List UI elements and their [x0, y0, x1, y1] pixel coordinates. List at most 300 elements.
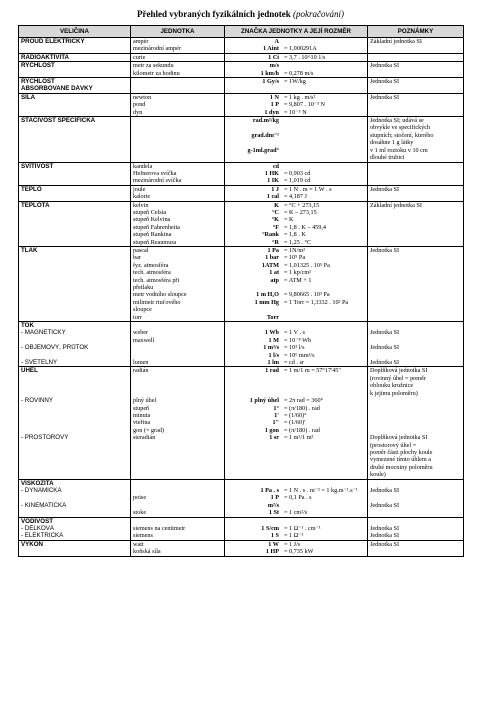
quantity-cell: SÍLA [19, 93, 131, 101]
note-cell: v 1 ml roztoku v 10 cm [368, 147, 464, 154]
unit-symbol: 1 cal [266, 193, 279, 201]
unit-cell: přetlaku [131, 284, 225, 291]
table-row [19, 314, 464, 322]
note-cell [368, 291, 464, 298]
note-cell: Jednotka SI [368, 525, 464, 532]
note-cell: stupních; stočení, kterého [368, 132, 464, 139]
table-header-row [19, 26, 464, 38]
unit-cell: pascal [131, 246, 225, 254]
unit-dimension: = 4,187 J [284, 193, 307, 201]
note-cell: Jednotka SI [368, 540, 464, 548]
symbol-cell [225, 132, 368, 139]
unit-dimension: = 9,80665 . 10³ Pa [284, 291, 330, 299]
note-cell: Jednotka SI [368, 502, 464, 509]
table-row [19, 306, 464, 313]
symbol-cell [225, 502, 368, 509]
quantity-cell [19, 291, 131, 298]
unit-symbol: rad.m²/kg [252, 117, 279, 125]
unit-dimension: = 1 kg . m/s² [284, 93, 316, 101]
unit-symbol: K [274, 201, 279, 209]
unit-symbol: grad.dm⁻¹ [251, 131, 279, 139]
unit-dimension: = 1 Torr = 1,3332 . 10² Pa [284, 298, 349, 306]
note-cell: Jednotka SI [368, 93, 464, 101]
note-cell: Doplňková jednotka SI [368, 367, 464, 375]
unit-symbol: 1 m³/s [263, 344, 279, 352]
unit-dimension: = cd . sr [284, 359, 304, 367]
unit-symbol: 1° [273, 404, 279, 412]
unit-symbol: 1ATM [261, 261, 279, 269]
note-cell: Základní jednotka SI [368, 38, 464, 46]
unit-cell: gon (= grad) [131, 427, 225, 434]
symbol-cell [225, 427, 368, 434]
symbol-cell [225, 85, 368, 93]
quantity-cell [19, 269, 131, 276]
unit-cell: siemens [131, 532, 225, 540]
table-row [19, 185, 464, 193]
symbol-cell [225, 344, 368, 351]
table-row [19, 471, 464, 479]
unit-dimension: = 1 kp/cm² [284, 269, 311, 277]
unit-cell [131, 487, 225, 494]
unit-dimension: = 1W/kg [284, 78, 306, 86]
unit-dimension: = 10⁶ mm³/s [284, 351, 315, 359]
quantity-cell [19, 154, 131, 162]
table-row [19, 390, 464, 397]
quantity-cell [19, 464, 131, 471]
symbol-cell [225, 246, 368, 254]
quantity-cell [19, 254, 131, 261]
unit-cell [131, 124, 225, 131]
unit-symbol: 1 Gy/s [262, 78, 279, 86]
note-cell: Jednotka SI [368, 78, 464, 86]
unit-cell: watt [131, 540, 225, 548]
unit-cell: dyn [131, 109, 225, 117]
unit-cell: newton [131, 93, 225, 101]
note-cell: obvykle ve specifických [368, 124, 464, 131]
unit-dimension: = 1 J/s [284, 540, 301, 548]
unit-symbol: m/s [269, 62, 279, 70]
table-row [19, 101, 464, 108]
symbol-cell [225, 231, 368, 238]
unit-dimension: = 1,019 cd [284, 177, 311, 185]
note-cell [368, 45, 464, 53]
unit-symbol: 1 sr [269, 434, 279, 442]
unit-cell: stupeň Reaumura [131, 239, 225, 247]
symbol-cell [225, 322, 368, 330]
unit-dimension: = 1 V . s [284, 329, 305, 337]
unit-cell: plný úhel [131, 397, 225, 404]
unit-cell: minuta [131, 412, 225, 419]
table-row [19, 45, 464, 53]
unit-dimension: = 0,903 cd [284, 169, 311, 177]
table-row [19, 193, 464, 201]
unit-symbol: 1" [272, 419, 279, 427]
quantity-cell [19, 548, 131, 556]
unit-dimension: = 1 m²/1 m² [284, 434, 314, 442]
note-cell [368, 101, 464, 108]
note-cell: Jednotka SI [368, 185, 464, 193]
unit-cell: siemens na centimetr [131, 525, 225, 532]
quantity-cell [19, 277, 131, 284]
table-row [19, 216, 464, 223]
table-row [19, 434, 464, 441]
symbol-cell [225, 419, 368, 426]
unit-symbol: atp [270, 276, 279, 284]
unit-cell [131, 479, 225, 487]
unit-cell: stoke [131, 509, 225, 517]
quantity-cell [19, 124, 131, 131]
quantity-cell [19, 306, 131, 313]
table-row [19, 246, 464, 254]
table-row [19, 299, 464, 306]
unit-symbol: 1 l/s [268, 351, 279, 359]
note-cell [368, 231, 464, 238]
unit-symbol: 1 Wb [264, 329, 279, 337]
table-row [19, 427, 464, 434]
unit-symbol: 1 S/cm [261, 525, 279, 532]
symbol-cell [225, 405, 368, 412]
unit-dimension: = 1,01325 . 10⁵ Pa [284, 261, 330, 269]
symbol-cell [225, 45, 368, 53]
table-row [19, 487, 464, 494]
quantity-cell [19, 109, 131, 117]
note-cell: Jednotka SI [368, 246, 464, 254]
symbol-cell [225, 53, 368, 61]
unit-cell: vteřina [131, 419, 225, 426]
symbol-cell [225, 177, 368, 185]
unit-cell: curie [131, 53, 225, 61]
note-cell: Jednotka SI [368, 329, 464, 336]
table-row [19, 517, 464, 525]
quantity-cell: RADIOAKTIVITA [19, 53, 131, 61]
unit-symbol: 1 J [271, 185, 279, 193]
unit-cell: mezinárodní svíčka [131, 177, 225, 185]
quantity-cell [19, 209, 131, 216]
unit-dimension: = 1,8 . K – 459,4 [284, 223, 326, 231]
symbol-cell [225, 367, 368, 375]
note-cell [368, 509, 464, 517]
header-symbol: ZNAČKA JEDNOTKY A JEJÍ ROZMĚR [225, 26, 368, 38]
unit-dimension: = 9,807 . 10⁻³ N [284, 101, 325, 109]
quantity-cell [19, 494, 131, 501]
note-cell [368, 306, 464, 313]
symbol-cell [225, 62, 368, 70]
unit-cell: pond [131, 101, 225, 108]
table-row [19, 397, 464, 404]
unit-dimension: = 1 Ω⁻¹ [284, 532, 304, 540]
unit-symbol: m²/s [267, 501, 279, 509]
unit-cell: torr [131, 314, 225, 322]
unit-cell: stupeň Kelvina [131, 216, 225, 223]
quantity-cell [19, 45, 131, 53]
quantity-cell: ÚHEL [19, 367, 131, 375]
unit-symbol: 1 at [269, 269, 279, 277]
unit-symbol: 1 Ci [268, 53, 279, 61]
table-row [19, 291, 464, 298]
unit-dimension: = ATM + 1 [284, 276, 312, 284]
table-row [19, 479, 464, 487]
unit-dimension: = 1 m/1 m = 57°17'45" [284, 367, 341, 375]
symbol-cell [225, 532, 368, 540]
quantity-cell [19, 405, 131, 412]
note-cell [368, 177, 464, 185]
symbol-cell [225, 124, 368, 131]
symbol-cell [225, 117, 368, 125]
table-row [19, 201, 464, 209]
unit-dimension: = (π/180) . rad [284, 426, 320, 434]
quantity-cell: TLAK [19, 246, 131, 254]
quantity-cell [19, 177, 131, 185]
unit-symbol: °C [272, 208, 279, 216]
unit-symbol: 1 Pa [267, 246, 279, 254]
unit-dimension: = 2π rad = 360° [284, 397, 324, 405]
symbol-cell [225, 412, 368, 419]
unit-dimension: = 1 cm²/s [284, 509, 308, 517]
table-row [19, 162, 464, 170]
unit-cell: bar [131, 254, 225, 261]
unit-dimension: = °C + 273,15 [284, 201, 320, 209]
quantity-cell [19, 375, 131, 382]
unit-symbol: °Rank [262, 231, 279, 239]
unit-symbol: 1 bar [265, 254, 279, 262]
quantity-cell: TEPLO [19, 185, 131, 193]
unit-symbol: 1 m H₂O [256, 291, 279, 299]
quantity-cell [19, 231, 131, 238]
unit-dimension: = 1,25 . °C [284, 238, 312, 246]
table-row [19, 540, 464, 548]
note-cell [368, 314, 464, 322]
quantity-cell [19, 471, 131, 479]
table-row [19, 456, 464, 463]
symbol-cell [225, 494, 368, 501]
quantity-cell: - MAGNETICKÝ [19, 329, 131, 336]
table-row [19, 284, 464, 291]
symbol-cell [225, 262, 368, 269]
quantity-cell [19, 139, 131, 146]
unit-symbol: 1 St [268, 509, 279, 517]
table-row [19, 382, 464, 389]
units-table [18, 25, 464, 557]
note-cell [368, 162, 464, 170]
table-row [19, 117, 464, 125]
unit-cell [131, 322, 225, 330]
unit-cell: kalorie [131, 193, 225, 201]
unit-symbol: cd [272, 162, 279, 170]
unit-cell [131, 344, 225, 351]
quantity-cell [19, 509, 131, 517]
quantity-cell [19, 299, 131, 306]
quantity-cell: VÝKON [19, 540, 131, 548]
unit-cell: metr vodního sloupce [131, 291, 225, 298]
note-cell: dlouhé trubici [368, 154, 464, 162]
symbol-cell [225, 291, 368, 298]
quantity-cell [19, 132, 131, 139]
unit-symbol: 1 W [268, 540, 279, 548]
symbol-cell [225, 93, 368, 101]
note-cell [368, 216, 464, 223]
symbol-cell [225, 442, 368, 449]
note-cell: (rovinný úhel = poměr [368, 375, 464, 382]
unit-cell: kilometr za hodinu [131, 70, 225, 78]
quantity-cell [19, 170, 131, 177]
note-cell [368, 337, 464, 344]
note-cell: koule) [368, 471, 464, 479]
symbol-cell [225, 224, 368, 231]
unit-dimension: = (1/60)° [284, 411, 307, 419]
unit-cell: tech. atmosféra při [131, 277, 225, 284]
note-cell [368, 224, 464, 231]
unit-dimension: = 1 Ω⁻¹ . cm⁻¹ [284, 525, 321, 532]
unit-symbol: °R [272, 238, 279, 246]
unit-symbol: 1 dyn [264, 108, 279, 116]
quantity-cell [19, 337, 131, 344]
note-cell [368, 397, 464, 404]
table-row [19, 449, 464, 456]
note-cell [368, 494, 464, 501]
unit-dimension: = (π/180) . rad [284, 404, 320, 412]
note-cell [368, 254, 464, 261]
table-row [19, 359, 464, 367]
note-cell [368, 109, 464, 117]
table-row [19, 62, 464, 70]
unit-symbol: °K [271, 216, 279, 224]
table-row [19, 329, 464, 336]
unit-dimension: = (1/60)' [284, 419, 306, 427]
quantity-cell: SVÍTIVOST [19, 162, 131, 170]
table-row [19, 502, 464, 509]
unit-symbol: 1 M [268, 336, 279, 344]
quantity-cell [19, 147, 131, 154]
unit-symbol: 1 mm Hg [254, 298, 279, 306]
table-row [19, 412, 464, 419]
symbol-cell [225, 269, 368, 276]
unit-cell: kandela [131, 162, 225, 170]
unit-dimension: = 10⁻⁸ Wb [284, 336, 312, 344]
quantity-cell: VODIVOST [19, 517, 131, 525]
unit-cell [131, 132, 225, 139]
symbol-cell [225, 359, 368, 367]
symbol-cell [225, 382, 368, 389]
table-body [19, 38, 464, 557]
unit-cell: metr za sekundu [131, 62, 225, 70]
quantity-cell: - ROVINNÝ [19, 397, 131, 404]
note-cell [368, 277, 464, 284]
unit-cell: radián [131, 367, 225, 375]
table-row [19, 405, 464, 412]
symbol-cell [225, 193, 368, 201]
quantity-cell [19, 224, 131, 231]
symbol-cell [225, 314, 368, 322]
symbol-cell [225, 375, 368, 382]
symbol-cell [225, 209, 368, 216]
unit-cell: milimetr rtuťového [131, 299, 225, 306]
symbol-cell [225, 254, 368, 261]
quantity-cell: - SVĚTELNÝ [19, 359, 131, 367]
table-row [19, 532, 464, 540]
table-row [19, 494, 464, 501]
symbol-cell [225, 471, 368, 479]
unit-cell: stupeň [131, 405, 225, 412]
quantity-cell: TOK [19, 322, 131, 330]
unit-cell: lumen [131, 359, 225, 367]
quantity-cell [19, 314, 131, 322]
note-cell [368, 85, 464, 93]
table-row [19, 525, 464, 532]
symbol-cell [225, 277, 368, 284]
quantity-cell: TEPLOTA [19, 201, 131, 209]
quantity-cell: - PROSTOROVÝ [19, 434, 131, 441]
page-title [0, 9, 481, 19]
note-cell [368, 193, 464, 201]
unit-dimension: = 1 N . m = 1 W . s [284, 185, 332, 193]
unit-cell [131, 517, 225, 525]
unit-symbol: 1' [274, 411, 279, 419]
note-cell [368, 517, 464, 525]
symbol-cell [225, 239, 368, 247]
table-row [19, 154, 464, 162]
unit-cell: weber [131, 329, 225, 336]
unit-cell [131, 147, 225, 154]
unit-dimension: = 1 N . s . m⁻² = 1 kg.m⁻¹.s⁻¹ [284, 486, 358, 494]
unit-cell [131, 154, 225, 162]
header-quantity: VELIČINA [19, 26, 131, 38]
table-row [19, 93, 464, 101]
unit-symbol: A [274, 38, 279, 45]
unit-dimension: = 0,1 Pa . s [284, 494, 312, 502]
unit-cell: maxwell [131, 337, 225, 344]
symbol-cell [225, 101, 368, 108]
unit-symbol: 1 Aint [263, 45, 279, 53]
unit-cell [131, 464, 225, 471]
note-cell: poměr části plochy koule [368, 449, 464, 456]
note-cell [368, 70, 464, 78]
symbol-cell [225, 78, 368, 86]
quantity-cell [19, 442, 131, 449]
symbol-cell [225, 509, 368, 517]
unit-cell [131, 382, 225, 389]
unit-dimension: = K [284, 216, 294, 224]
note-cell: Jednotka SI [368, 344, 464, 351]
unit-symbol: g-1ml.grad° [247, 146, 279, 154]
symbol-cell [225, 449, 368, 456]
note-cell: vymezené tímto úhlem a [368, 456, 464, 463]
table-row [19, 38, 464, 46]
table-row [19, 124, 464, 131]
symbol-cell [225, 284, 368, 291]
unit-cell: ampér [131, 38, 225, 46]
unit-cell [131, 85, 225, 93]
table-row [19, 375, 464, 382]
quantity-cell [19, 382, 131, 389]
symbol-cell [225, 390, 368, 397]
symbol-cell [225, 201, 368, 209]
note-cell: dosáhne 1 g látky [368, 139, 464, 146]
note-cell [368, 322, 464, 330]
note-cell: Jednotka SI; udává se [368, 117, 464, 125]
symbol-cell [225, 216, 368, 223]
unit-cell [131, 471, 225, 479]
quantity-cell: STAČIVOST SPECIFICKÁ [19, 117, 131, 125]
unit-dimension: = 10⁻⁵ N [284, 108, 307, 116]
note-cell [368, 427, 464, 434]
note-cell: Jednotka SI [368, 62, 464, 70]
table-row [19, 344, 464, 351]
unit-cell: fyz. atmosféra [131, 262, 225, 269]
symbol-cell [225, 185, 368, 193]
note-cell: Jednotka SI [368, 487, 464, 494]
note-cell [368, 239, 464, 247]
symbol-cell [225, 109, 368, 117]
